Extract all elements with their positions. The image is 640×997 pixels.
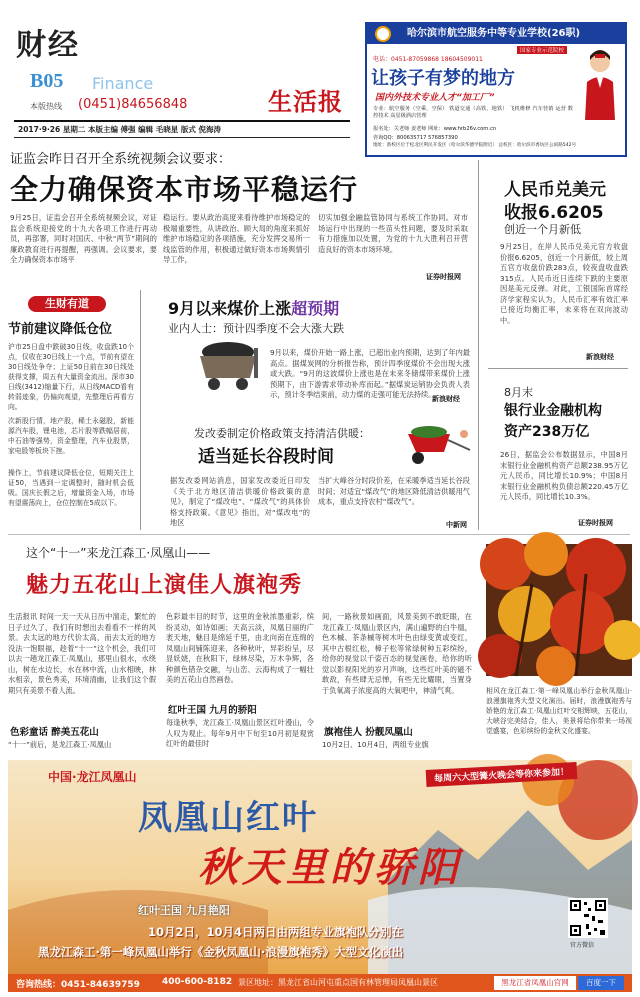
side-column-headline: 节前建议降低仓位 bbox=[8, 322, 113, 337]
footer-address: 景区地址：黑龙江省山河屯重点国有林管理局凤凰山景区 bbox=[238, 978, 438, 987]
ndrc-kicker: 发改委制定价格政策支持清洁供暖： bbox=[194, 427, 370, 440]
qr-code bbox=[568, 898, 608, 938]
bank-body: 26日，据监会公布数据显示，中国8月末银行业金融机构资产总额238.95万亿元人民币，同比增长10.9%；中国8月末银行业金融机构负债总额220.45万亿元人民币，同比增长10.3%。 bbox=[500, 450, 628, 501]
ndrc-headline: 适当延长谷段时间 bbox=[198, 447, 334, 467]
school-badge-icon bbox=[375, 26, 391, 42]
phoenix-mountain-ad bbox=[8, 760, 632, 974]
ad-title-2: 秋天里的骄阳 bbox=[198, 844, 462, 891]
bank-kicker: 8月末 bbox=[504, 386, 533, 399]
ad-event-label: 红叶王国 九月艳阳 bbox=[138, 904, 230, 917]
page-code: B05 bbox=[30, 70, 64, 92]
side-column-rule bbox=[140, 290, 141, 530]
coal-headline-highlight: 超预期 bbox=[291, 299, 340, 318]
coal-subheadline: 业内人士：预计四季度不会大涨大跌 bbox=[168, 322, 344, 335]
rmb-rule bbox=[488, 368, 628, 369]
ndrc-col1: 据发改委网站消息，国家发改委近日印发《关于北方地区清洁供暖价格政策的意见》，制定了“煤改电”、“煤改气”的具体价格支持政策。《意见》指出，对“煤改电”的地区 bbox=[170, 476, 310, 527]
autumn-forest-photo bbox=[486, 544, 632, 676]
school-ad-slogan: 让孩子有梦的地方 bbox=[371, 68, 515, 89]
feature-headline: 魅力五花山上演佳人旗袍秀 bbox=[26, 573, 303, 598]
main-story-col3: 切实加强金融监管协同与系统工作协同。对市场运行中出现的一些苗头性问题，要及时采取有力措施加以处置，为党的十九大胜利召开营造良好的资本市场环境。 bbox=[318, 213, 468, 254]
qr-label: 官方微信 bbox=[570, 942, 595, 949]
feature-col1: 生活报讯 时间一天一天从日历中溜走，繁忙的日子过久了，我们有时想出去看看不一样的风景。去太远的地方代价太高，而去太近的地方没法一饱眼福，趁着“十一”这个机会，我们可以去一趟龙江森工·凤凰山，那里山很水，水绕山，树在水边长，水在林中流，山水相映，林水相亲，景色秀美，环境清幽，让我们这个假期只有美景不看人流。 bbox=[8, 612, 156, 695]
footer-phone-2: 400-600-8182 bbox=[162, 977, 233, 987]
rmb-source: 新浪财经 bbox=[586, 353, 614, 361]
section-english: Finance bbox=[92, 74, 154, 93]
coal-body: 9月以来，煤价开始一路上涨，已超出业内预期，达到了年内最高点。据煤炭网的分析报告称，预计四季度煤价不会出现大涨或大跌。“9月的这波煤价上涨也是在未来冬储煤带来煤价上涨预期下，由下游需求带动补库而起。”据煤炭运销协会负责人表示，预计冬季结束前，动力煤的走强可能无法持续。 bbox=[270, 348, 470, 399]
stewardess-photo bbox=[577, 48, 623, 120]
column-rule-right bbox=[478, 160, 479, 530]
ndrc-source: 中新网 bbox=[446, 521, 467, 529]
newspaper-logo: 生活报 bbox=[268, 87, 343, 116]
wheelbarrow-illustration bbox=[404, 420, 474, 468]
footer-baidu-button[interactable]: 百度一下 bbox=[578, 976, 624, 990]
coal-headline bbox=[168, 296, 339, 319]
hotline-label: 本版热线 bbox=[30, 102, 62, 111]
header-rule bbox=[14, 120, 350, 122]
main-story-col2: 稳运行。要从政治高度来看待维护市场稳定的极端重要性，从讲政治、顾大局的角度来抓好维护市场稳定的各项措施，充分发挥交易所一线监管的作用，积极通过做好资本市场舆情引导工作， bbox=[163, 213, 310, 264]
dateline: 2017·9·26 星期二 本版主编 傅强 编辑 毛晓星 版式 倪海涛 bbox=[18, 125, 222, 134]
coal-cart-illustration bbox=[192, 340, 264, 394]
ndrc-col2: 当扩大峰谷分时段价差，在采暖季适当延长谷段时间；对适宜“煤改气”的地区降低清洁供暖用气成本，重点支持农村“煤改气”。 bbox=[318, 476, 470, 506]
dateline-rule bbox=[14, 137, 350, 138]
ad-bonfire-banner: 每周六大型篝火晚会等你来参加！ bbox=[426, 762, 578, 787]
ad-footer-bar bbox=[8, 974, 632, 992]
side-column-body1: 沪市25日盘中跌破30日线，收盘跌10个点，仅收在30日线上一个点，节前有望在30日线处争夺；上证50日前在30日线处获得支撑，周五有大量资金流出。深市30日线(3412)缩量下行，从日线MACD看有转弱迹象，仍偏向观望，先整理后再看方向。 bbox=[8, 343, 134, 411]
school-ad-majors: 专业：航空服务（空乘、空保） 铁道交通（高铁、地铁） 飞机维修 汽车营销 运营 数控技术 高星级酒店管理 bbox=[373, 106, 573, 119]
feature-col1-end: “十一”前后，是龙江森工·凤凰山 bbox=[8, 740, 112, 749]
feature-col1-subhead: 色彩童话 醉美五花山 bbox=[10, 727, 99, 738]
ad-line-2: 黑龙江森工·第一峰凤凰山举行《金秋凤凰山·浪漫旗袍秀》大型文化演出 bbox=[38, 945, 404, 959]
coal-headline-main: 9月以来煤价上涨 bbox=[168, 299, 292, 318]
section-title: 财经 bbox=[16, 28, 80, 63]
footer-site-box[interactable]: 黑龙江省凤凰山官网 bbox=[494, 976, 576, 990]
bank-source: 证券时报网 bbox=[578, 519, 613, 527]
school-ad-subtitle: 国家专业示范院校 bbox=[517, 46, 567, 54]
school-ad-contact: 报名处：关老师 姜老师 网址：www.hrb26v.com.cn bbox=[373, 126, 497, 132]
rmb-headline-1: 人民币兑美元 bbox=[504, 180, 606, 200]
school-ad-phone: 电话：0451-87059868 18604509011 bbox=[373, 56, 483, 63]
main-story-kicker: 证监会昨日召开全系统视频会议要求： bbox=[10, 152, 232, 167]
school-ad-address: 地址：新校区位于松北区利民开发区（哈尔滨华德学院附近） 总校区：哈尔滨市香坊区公滨路542号 bbox=[373, 143, 577, 148]
feature-col3-subhead: 旗袍佳人 扮靓凤凰山 bbox=[324, 727, 413, 738]
feature-col2-end: 每逢秋季，龙江森工·凤凰山景区红叶漫山，令人叹为观止。每年9月中下旬至10月初是观赏红叶的最佳时 bbox=[166, 718, 314, 748]
feature-col3: 间，一路秋景如画面，风景美到不敢眨眼，在龙江森工·凤凰山景区内，满山遍野的白牛凰，色木槭、茶条槭等树木叶色由绿变黄或变红，其中古根红松，樟子松等常绿树种五彩缤纷，给你的视觉以千姿百态的视觉画卷，给你的听觉以影视阳光的岁月声响，这些红叶美的磁不敢敌，有些肆无忌惮，有些无比耀眼，当置身于负氧离子浓度高的大氧吧中，神清气爽。 bbox=[322, 612, 472, 695]
bank-headline-2: 资产238万亿 bbox=[504, 424, 590, 440]
feature-col2-subhead: 红叶王国 九月的骄阳 bbox=[168, 705, 257, 716]
school-ad bbox=[365, 22, 627, 157]
main-story-source: 证券时报网 bbox=[426, 273, 461, 281]
feature-photo-caption: 相风在龙江森工·第一峰凤凰山举行金秋凤凰山·浪漫旗袍秀大型文化演出。届时，浪漫旗袍秀与娇艳的龙江森工·凤凰山红叶交相辉映，五花山，大峡谷完美结合，佳人，美景将给你带来一场视觉盛宴，色彩缤纷的金秋文化盛宴。 bbox=[486, 687, 632, 735]
main-story-headline: 全力确保资本市场平稳运行 bbox=[10, 173, 359, 206]
school-ad-title: 哈尔滨市航空服务中等专业学校(26职) bbox=[367, 24, 625, 44]
coal-source: 新浪财经 bbox=[432, 395, 460, 403]
ad-line-1: 10月2日，10月4日两日由两组专业旗袍队分别在 bbox=[148, 925, 404, 939]
footer-phone: 咨询热线：0451-84639759 bbox=[16, 980, 140, 990]
feature-kicker: 这个“十一”来龙江森工·凤凰山—— bbox=[26, 546, 211, 560]
side-column-body3: 操作上，节前建议降低仓位，短期关注上证50，当遇到一定调整时，随时机会低吸。国庆长假之后，增量资金入场，市场有望震荡向上，仓位控制在5成以下。 bbox=[8, 469, 134, 507]
hotline-number: (0451)84656848 bbox=[78, 97, 188, 112]
ad-title-1: 凤凰山红叶 bbox=[138, 798, 318, 838]
bank-headline-1: 银行业金融机构 bbox=[504, 403, 602, 419]
rmb-body: 9月25日，在岸人民币兑美元官方收盘价报6.6205，创近一个月新低，较上周五官方收盘价跌283点，较夜盘收盘跌315点。人民币近日连续下跌的主要原因是美元反弹。对此，工银国际首席经济学家程实认为，人民币汇率有效汇率已接近均衡汇率，未来将在双向波动中。 bbox=[500, 242, 628, 325]
side-column-body2: 次新股行情，地产股，稀土永磁股，新能源汽车股，锂电池，芯片股等跌幅居前，中石油等强势，资金整理，汽车业股票，家电股等板块下挫。 bbox=[8, 417, 134, 455]
feature-col3-end: 10月2日、10月4日，两组专业旗 bbox=[322, 740, 429, 749]
school-ad-tagline: 国内外技术专业人才“加工厂” bbox=[375, 93, 495, 103]
feature-col2: 色彩最丰目的时节，这里的金秋浓墨重彩，缤纷灵动，如诗如画；天高云淡，凤凰日丽的广袤天地，魅目是绵延千里，由北向南在连绵的凤凰山间铺陈迎来，各种秋叶，异彩纷呈，尽显妖娆，在秋阳下，绿林尽染，万木争辉，各种颜色错杂交融，与山峦、云海构成了一幅壮美的五花山自然画卷。 bbox=[166, 612, 314, 684]
ad-brand: 中国·龙江凤凰山 bbox=[48, 770, 137, 784]
main-story-col1: 9月25日，证监会召开全系统视频会议，对证监会系统迎接党的十九大各项工作进行再动员，再部署，同时对国庆、中秋“两节”期间的廉政教育进行再提醒，再强调。会议要求，要全力确保资本市场平 bbox=[10, 213, 157, 264]
school-ad-qq: 咨询QQ：800635717 576857390 bbox=[373, 135, 458, 141]
side-column-logo: 生财有道 bbox=[28, 296, 106, 312]
rmb-headline-2: 收报6.6205 bbox=[504, 203, 604, 223]
rmb-subheadline: 创近一个月新低 bbox=[504, 223, 581, 236]
